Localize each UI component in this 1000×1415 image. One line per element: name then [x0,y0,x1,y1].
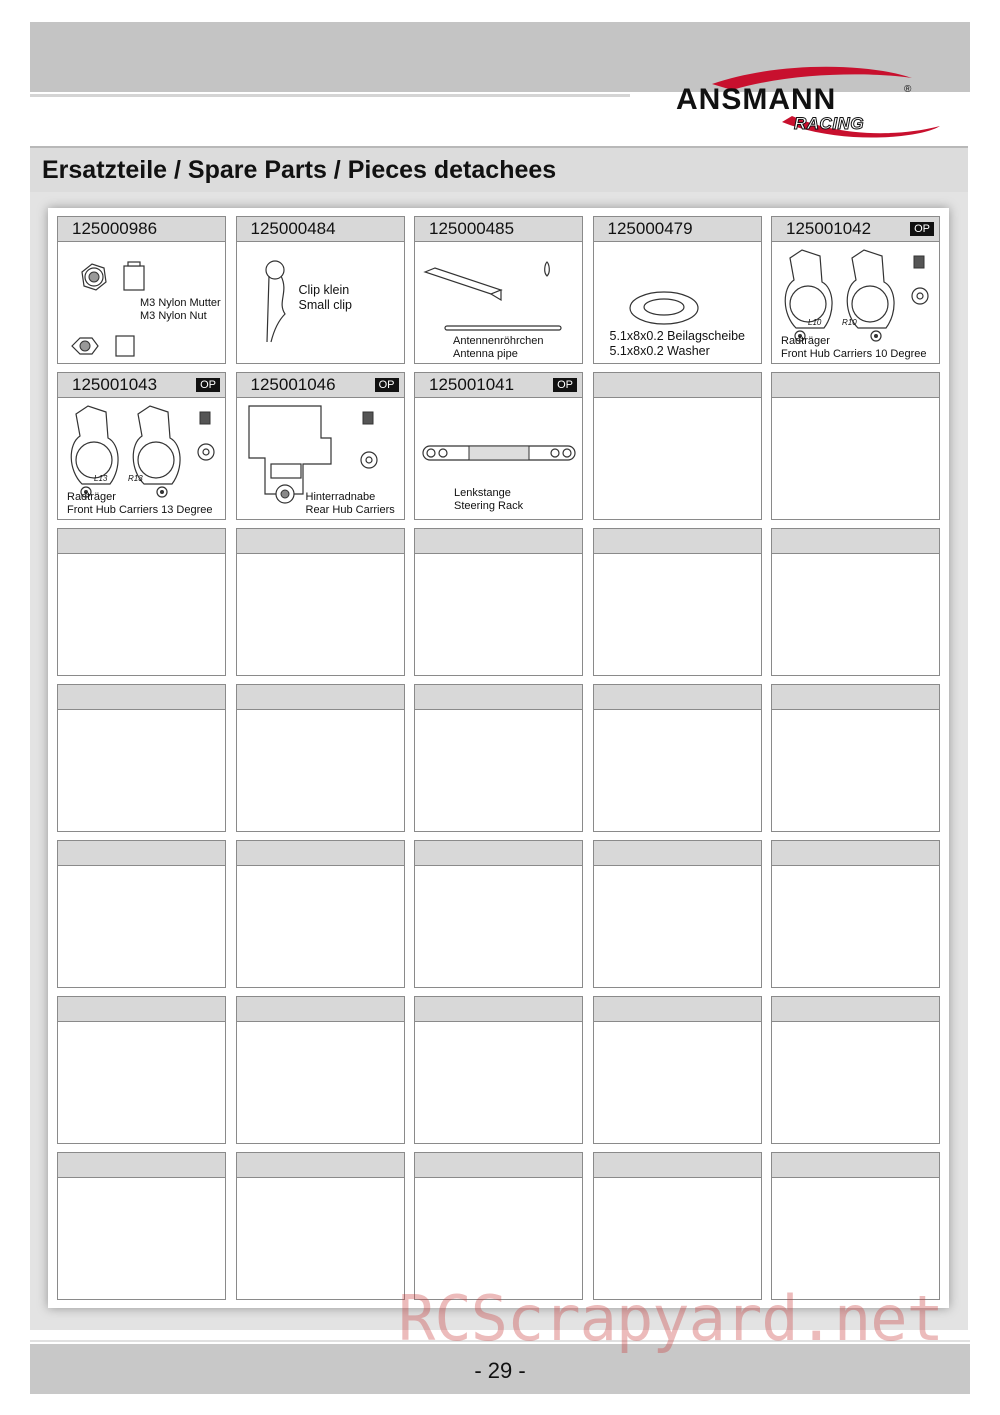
caption-line: M3 Nylon Nut [140,310,207,322]
empty-part-cell [57,840,226,988]
cell-header [237,529,404,554]
parts-grid [57,216,942,1300]
part-cell [414,216,583,364]
part-cell [236,372,405,520]
empty-part-cell [236,996,405,1144]
empty-part-cell [593,840,762,988]
op-badge: OP [553,378,577,392]
cell-header [415,1153,582,1178]
empty-part-cell [57,1152,226,1300]
part-number: 125001042 [786,219,872,238]
empty-part-cell [771,1152,940,1300]
caption-line: Small clip [298,298,352,312]
part-caption [781,335,927,361]
ansmann-racing-logo [672,66,942,146]
op-badge: OP [196,378,220,392]
cell-header [594,1153,761,1178]
empty-part-cell [236,684,405,832]
brand-sub: RACING [794,114,865,133]
caption-line: Steering Rack [454,500,524,512]
empty-part-cell [414,1152,583,1300]
part-cell [593,216,762,364]
empty-part-cell [593,996,762,1144]
cell-header [772,1153,939,1178]
caption-line: Antennenröhrchen [453,335,544,347]
caption-line: M3 Nylon Mutter [140,297,221,309]
empty-part-cell [593,1152,762,1300]
empty-part-cell [57,528,226,676]
cell-header [237,217,404,242]
cell-header [415,373,582,398]
empty-part-cell [771,372,940,520]
cell-header [594,997,761,1022]
cell-header [58,373,225,398]
cell-header [594,217,761,242]
hub-marking: R10 [842,318,857,327]
cell-header [58,997,225,1022]
part-number: 125000479 [607,219,693,238]
cell-header [58,217,225,242]
caption-line: Antenna pipe [453,348,518,360]
part-cell [771,216,940,364]
part-number: 125001043 [72,375,158,394]
part-number: 125000484 [250,219,336,238]
cell-header [594,373,761,398]
empty-part-cell [771,528,940,676]
header-rule [30,94,630,97]
part-cell [236,216,405,364]
empty-part-cell [414,996,583,1144]
cell-header [237,1153,404,1178]
part-cell [57,372,226,520]
part-number: 125000485 [429,219,515,238]
cell-header [237,997,404,1022]
cell-header [237,685,404,710]
empty-part-cell [236,528,405,676]
empty-part-cell [414,528,583,676]
part-cell [57,216,226,364]
cell-header [237,373,404,398]
cell-header [415,217,582,242]
brand-registered-mark: ® [904,84,912,95]
part-number: 125001041 [429,375,515,394]
cell-header [772,997,939,1022]
caption-line: Front Hub Carriers 10 Degree [781,348,927,360]
empty-part-cell [771,684,940,832]
hub-marking: L13 [94,474,108,483]
empty-part-cell [593,372,762,520]
part-number: 125001046 [250,375,336,394]
caption-line: Lenkstange [454,487,511,499]
cell-header [58,841,225,866]
caption-line: Rear Hub Carriers [305,504,395,516]
hub-marking: R13 [128,474,143,483]
empty-part-cell [414,840,583,988]
cell-header [415,529,582,554]
empty-part-cell [57,996,226,1144]
cell-header [772,529,939,554]
page-number: - 29 - [474,1358,526,1383]
cell-header [772,685,939,710]
empty-part-cell [236,1152,405,1300]
caption-line: 5.1x8x0.2 Washer [609,344,710,358]
cell-header [772,841,939,866]
caption-line: Hinterradnabe [305,491,376,503]
cell-header [415,685,582,710]
part-number: 125000986 [72,219,158,238]
part-caption [140,297,221,323]
hub-marking: L10 [808,318,822,327]
cell-header [415,997,582,1022]
part-caption [67,491,213,517]
op-badge: OP [375,378,399,392]
brand-name: ANSMANN [676,83,837,116]
part-caption [454,487,523,513]
cell-header [772,373,939,398]
cell-header [58,1153,225,1178]
title-bar [30,146,968,194]
part-caption [306,491,395,517]
page-title: Ersatzteile / Spare Parts / Pieces detachees [42,156,557,184]
cell-header [58,685,225,710]
empty-part-cell [593,684,762,832]
caption-line: Radträger [67,491,116,503]
empty-part-cell [593,528,762,676]
part-cell [414,372,583,520]
empty-part-cell [771,840,940,988]
cell-header [58,529,225,554]
caption-line: Clip klein [298,283,350,297]
watermark: RCScrapyard.net [398,1282,943,1355]
cell-header [772,217,939,242]
caption-line: Front Hub Carriers 13 Degree [67,504,213,516]
caption-line: 5.1x8x0.2 Beilagscheibe [609,329,746,343]
part-caption [453,335,544,361]
cell-header [594,841,761,866]
empty-part-cell [414,684,583,832]
cell-header [237,841,404,866]
caption-line: Radträger [781,335,830,347]
empty-part-cell [236,840,405,988]
empty-part-cell [57,684,226,832]
cell-header [594,529,761,554]
part-caption [610,329,746,359]
cell-header [415,841,582,866]
part-caption [299,283,353,313]
empty-part-cell [771,996,940,1144]
op-badge: OP [910,222,934,236]
cell-header [594,685,761,710]
